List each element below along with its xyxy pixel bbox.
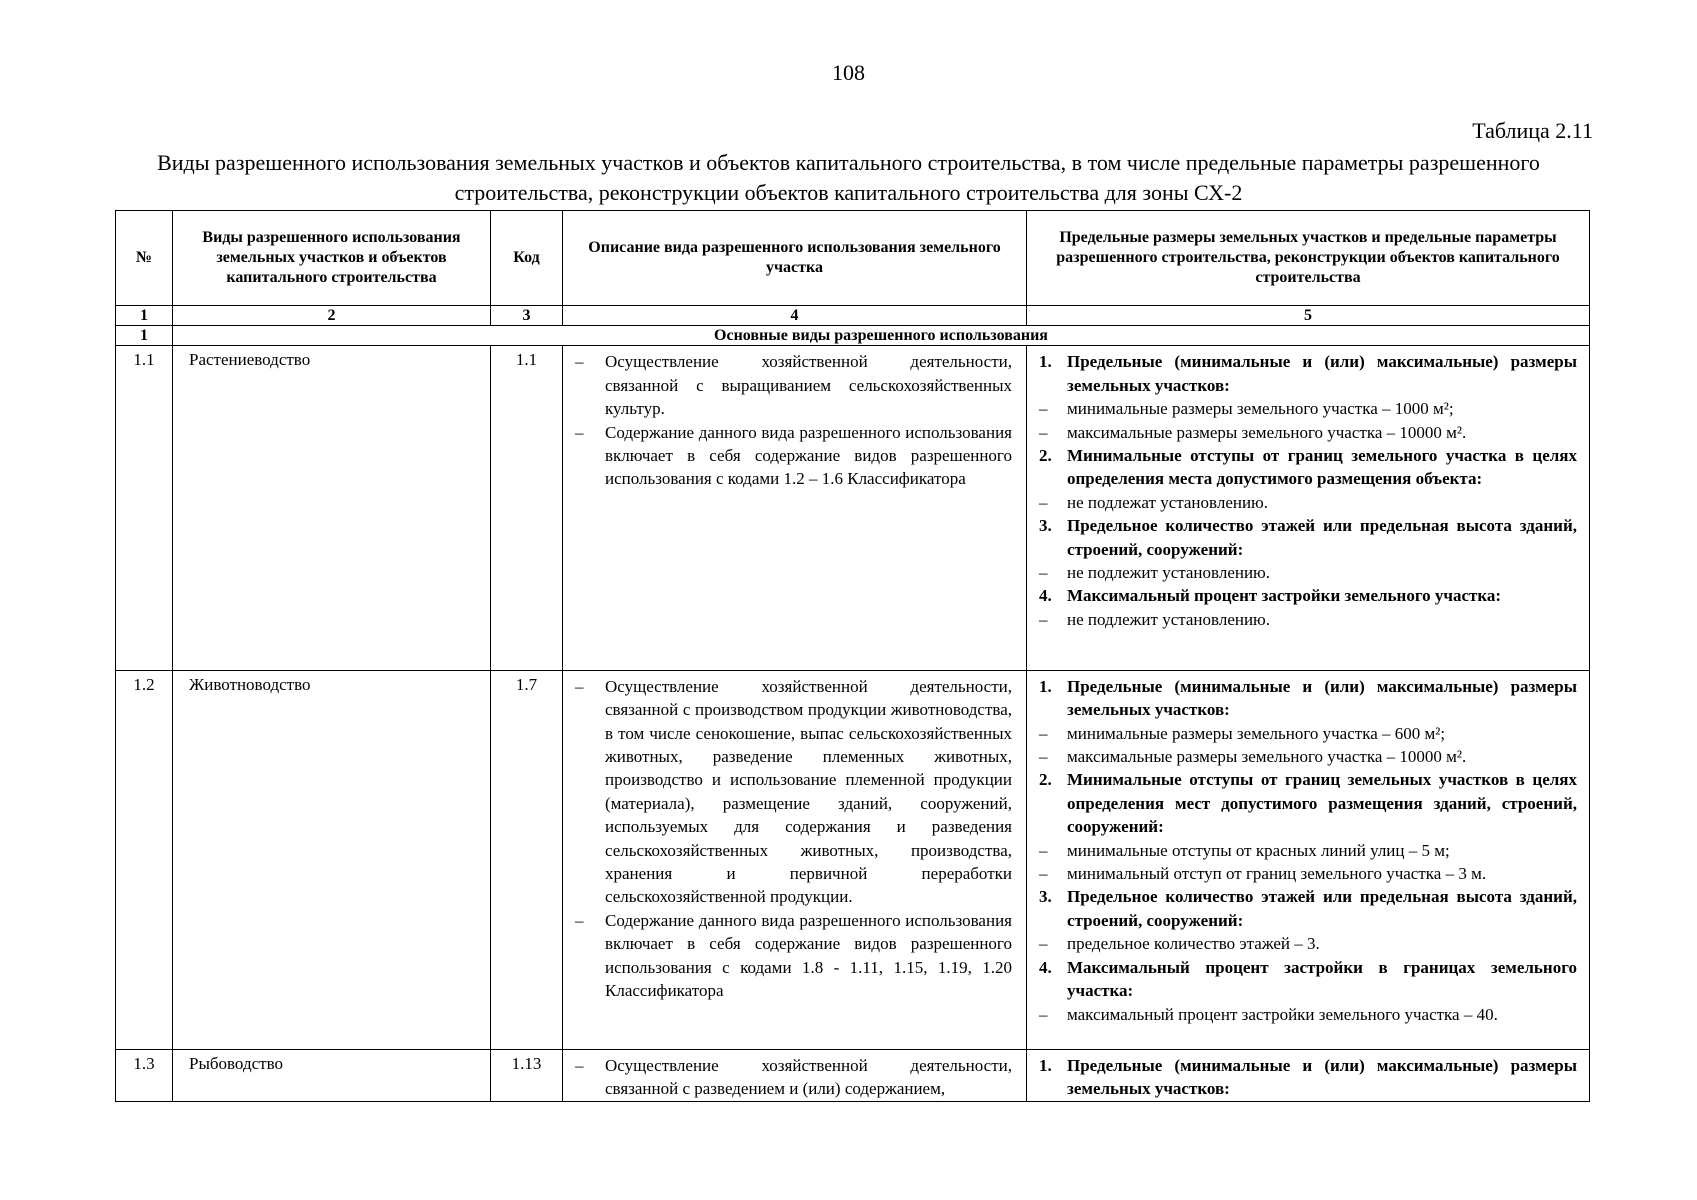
use-description (563, 346, 1027, 671)
section-row (116, 326, 1590, 346)
description-text: Содержание данного вида разрешенного использования включает в себя содержание видов разрешенного использования с кодами 1.2 – 1.6 Классификатора (605, 422, 1012, 489)
row-number: 1.1 (116, 346, 173, 671)
parameter-heading (1039, 514, 1577, 561)
parameter-heading (1039, 584, 1577, 607)
use-type-code: 1.7 (491, 670, 563, 1049)
header-col-description: Описание вида разрешенного использования земельного участка (563, 211, 1027, 306)
dash-mark: – (1039, 422, 1048, 442)
dash-mark: – (1039, 747, 1048, 767)
dash-mark: – (1039, 609, 1048, 629)
parameter-value-text: максимальные размеры земельного участка – 10000 м². (1067, 747, 1467, 767)
dash-mark: – (575, 1055, 584, 1075)
header-col-params: Предельные размеры земельных участков и предельные параметры разрешенного строительства, реконструкции объектов капитального строительства (1027, 211, 1590, 306)
dash-mark: – (1039, 723, 1048, 743)
use-parameters (1027, 346, 1590, 671)
table-body (116, 346, 1590, 1102)
parameter-value-text: максимальные размеры земельного участка – 10000 м². (1067, 422, 1467, 442)
description-item (575, 1054, 1012, 1101)
header-col-num: № (116, 211, 173, 306)
parameter-number: 1. (1039, 1055, 1052, 1075)
column-number: 5 (1027, 306, 1590, 326)
parameter-value (1039, 839, 1577, 862)
permitted-use-table (115, 210, 1590, 1102)
page-number: 108 (832, 60, 865, 85)
parameter-number: 1. (1039, 676, 1052, 696)
table-row (116, 670, 1590, 1049)
parameter-value (1039, 561, 1577, 584)
parameter-value-text: максимальный процент застройки земельного участка – 40. (1067, 1004, 1498, 1024)
table-label: Таблица 2.11 (1472, 118, 1593, 143)
dash-mark: – (1039, 1004, 1048, 1024)
parameter-number: 3. (1039, 887, 1052, 907)
parameter-heading (1039, 350, 1577, 397)
parameter-value (1039, 932, 1577, 955)
parameter-value-text: минимальные размеры земельного участка – 600 м²; (1067, 723, 1446, 743)
dash-mark: – (1039, 399, 1048, 419)
description-text: Содержание данного вида разрешенного использования включает в себя содержание видов разрешенного использования с кодами 1.8 - 1.11, 1.15, 1.19, 1.20 Классификатора (605, 910, 1012, 1001)
parameter-number: 4. (1039, 586, 1052, 606)
use-parameters (1027, 1049, 1590, 1101)
parameter-value-text: не подлежит установлению. (1067, 609, 1271, 629)
dash-mark: – (1039, 562, 1048, 582)
section-title: Основные виды разрешенного использования (173, 326, 1590, 346)
parameter-value (1039, 1003, 1577, 1026)
dash-mark: – (1039, 840, 1048, 860)
parameter-title: Минимальные отступы от границ земельных участков в целях определения мест допустимого размещения зданий, строений, сооружений: (1067, 770, 1577, 837)
parameter-title: Предельные (минимальные и (или) максимальные) размеры земельных участков: (1067, 352, 1577, 395)
parameter-number: 3. (1039, 516, 1052, 536)
description-text: Осуществление хозяйственной деятельности, связанной с производством продукции животноводства, в том числе сенокошение, выпас сельскохозяйственных животных, разведение племенных животных, производство и использование племенной продукции (материала), размещение зданий, сооружений, используемых для содержания и разведения сельскохозяйственных животных, производства, хранения и первичной переработки сельскохозяйственной продукции. (605, 676, 1012, 907)
dash-mark: – (575, 910, 584, 930)
description-text: Осуществление хозяйственной деятельности, связанной с выращиванием сельскохозяйственных культур. (605, 352, 1012, 419)
column-number: 4 (563, 306, 1027, 326)
parameter-title: Минимальные отступы от границ земельного участка в целях определения места допустимого размещения объекта: (1067, 445, 1577, 489)
dash-mark: – (1039, 492, 1048, 512)
parameter-number: 1. (1039, 352, 1052, 372)
description-item (575, 421, 1012, 491)
use-type-code: 1.13 (491, 1049, 563, 1101)
description-item (575, 909, 1012, 1003)
parameter-number: 2. (1039, 445, 1052, 465)
column-number: 2 (173, 306, 491, 326)
parameter-title: Максимальный процент застройки в границах земельного участка: (1067, 957, 1577, 1001)
parameter-title: Предельное количество этажей или предельная высота зданий, строений, сооружений: (1067, 516, 1577, 559)
description-item (575, 350, 1012, 420)
parameter-heading (1039, 1054, 1577, 1101)
table-row (116, 346, 1590, 671)
use-description (563, 1049, 1027, 1101)
column-number: 1 (116, 306, 173, 326)
parameter-number: 2. (1039, 770, 1052, 790)
row-number: 1.3 (116, 1049, 173, 1101)
parameter-number: 4. (1039, 957, 1052, 977)
use-parameters (1027, 670, 1590, 1049)
use-type-name: Растениеводство (173, 346, 491, 671)
parameter-title: Максимальный процент застройки земельного участка: (1067, 586, 1502, 606)
use-type-code: 1.1 (491, 346, 563, 671)
description-item (575, 675, 1012, 909)
parameter-title: Предельные (минимальные и (или) максимальные) размеры земельных участков: (1067, 1055, 1577, 1099)
header-row (116, 211, 1590, 306)
parameter-value (1039, 722, 1577, 745)
parameter-value-text: минимальные размеры земельного участка – 1000 м²; (1067, 399, 1454, 419)
parameter-heading (1039, 885, 1577, 932)
parameter-value-text: предельное количество этажей – 3. (1067, 934, 1320, 954)
parameter-heading (1039, 768, 1577, 838)
dash-mark: – (575, 676, 584, 696)
table-row (116, 1049, 1590, 1101)
parameter-heading (1039, 444, 1577, 491)
column-number: 3 (491, 306, 563, 326)
use-type-name: Рыбоводство (173, 1049, 491, 1101)
parameter-value-text: минимальный отступ от границ земельного участка – 3 м. (1067, 864, 1487, 884)
document-title: Виды разрешенного использования земельных участков и объектов капитального строительства, в том числе предельные параметры разрешенного строительства, реконструкции объектов капитального строительства для зоны СХ-2 (157, 150, 1540, 205)
parameter-value-text: не подлежит установлению. (1067, 562, 1271, 582)
parameter-value (1039, 397, 1577, 420)
parameter-heading (1039, 956, 1577, 1003)
dash-mark: – (1039, 934, 1048, 954)
description-text: Осуществление хозяйственной деятельности, связанной с разведением и (или) содержанием, (605, 1055, 1012, 1099)
dash-mark: – (1039, 864, 1048, 884)
use-description (563, 670, 1027, 1049)
parameter-heading (1039, 675, 1577, 722)
parameter-value-text: не подлежат установлению. (1067, 492, 1269, 512)
header-col-type: Виды разрешенного использования земельных участков и объектов капитального строительства (173, 211, 491, 306)
parameter-title: Предельные (минимальные и (или) максимальные) размеры земельных участков: (1067, 676, 1577, 720)
parameter-value (1039, 862, 1577, 885)
parameter-value (1039, 745, 1577, 768)
row-number: 1.2 (116, 670, 173, 1049)
dash-mark: – (575, 352, 584, 372)
parameter-value (1039, 491, 1577, 514)
parameter-value (1039, 608, 1577, 631)
use-type-name: Животноводство (173, 670, 491, 1049)
header-col-code: Код (491, 211, 563, 306)
dash-mark: – (575, 422, 584, 442)
parameter-title: Предельное количество этажей или предельная высота зданий, строений, сооружений: (1067, 887, 1577, 930)
section-number: 1 (116, 326, 173, 346)
column-number-row (116, 306, 1590, 326)
parameter-value-text: минимальные отступы от красных линий улиц – 5 м; (1067, 840, 1450, 860)
parameter-value (1039, 421, 1577, 444)
